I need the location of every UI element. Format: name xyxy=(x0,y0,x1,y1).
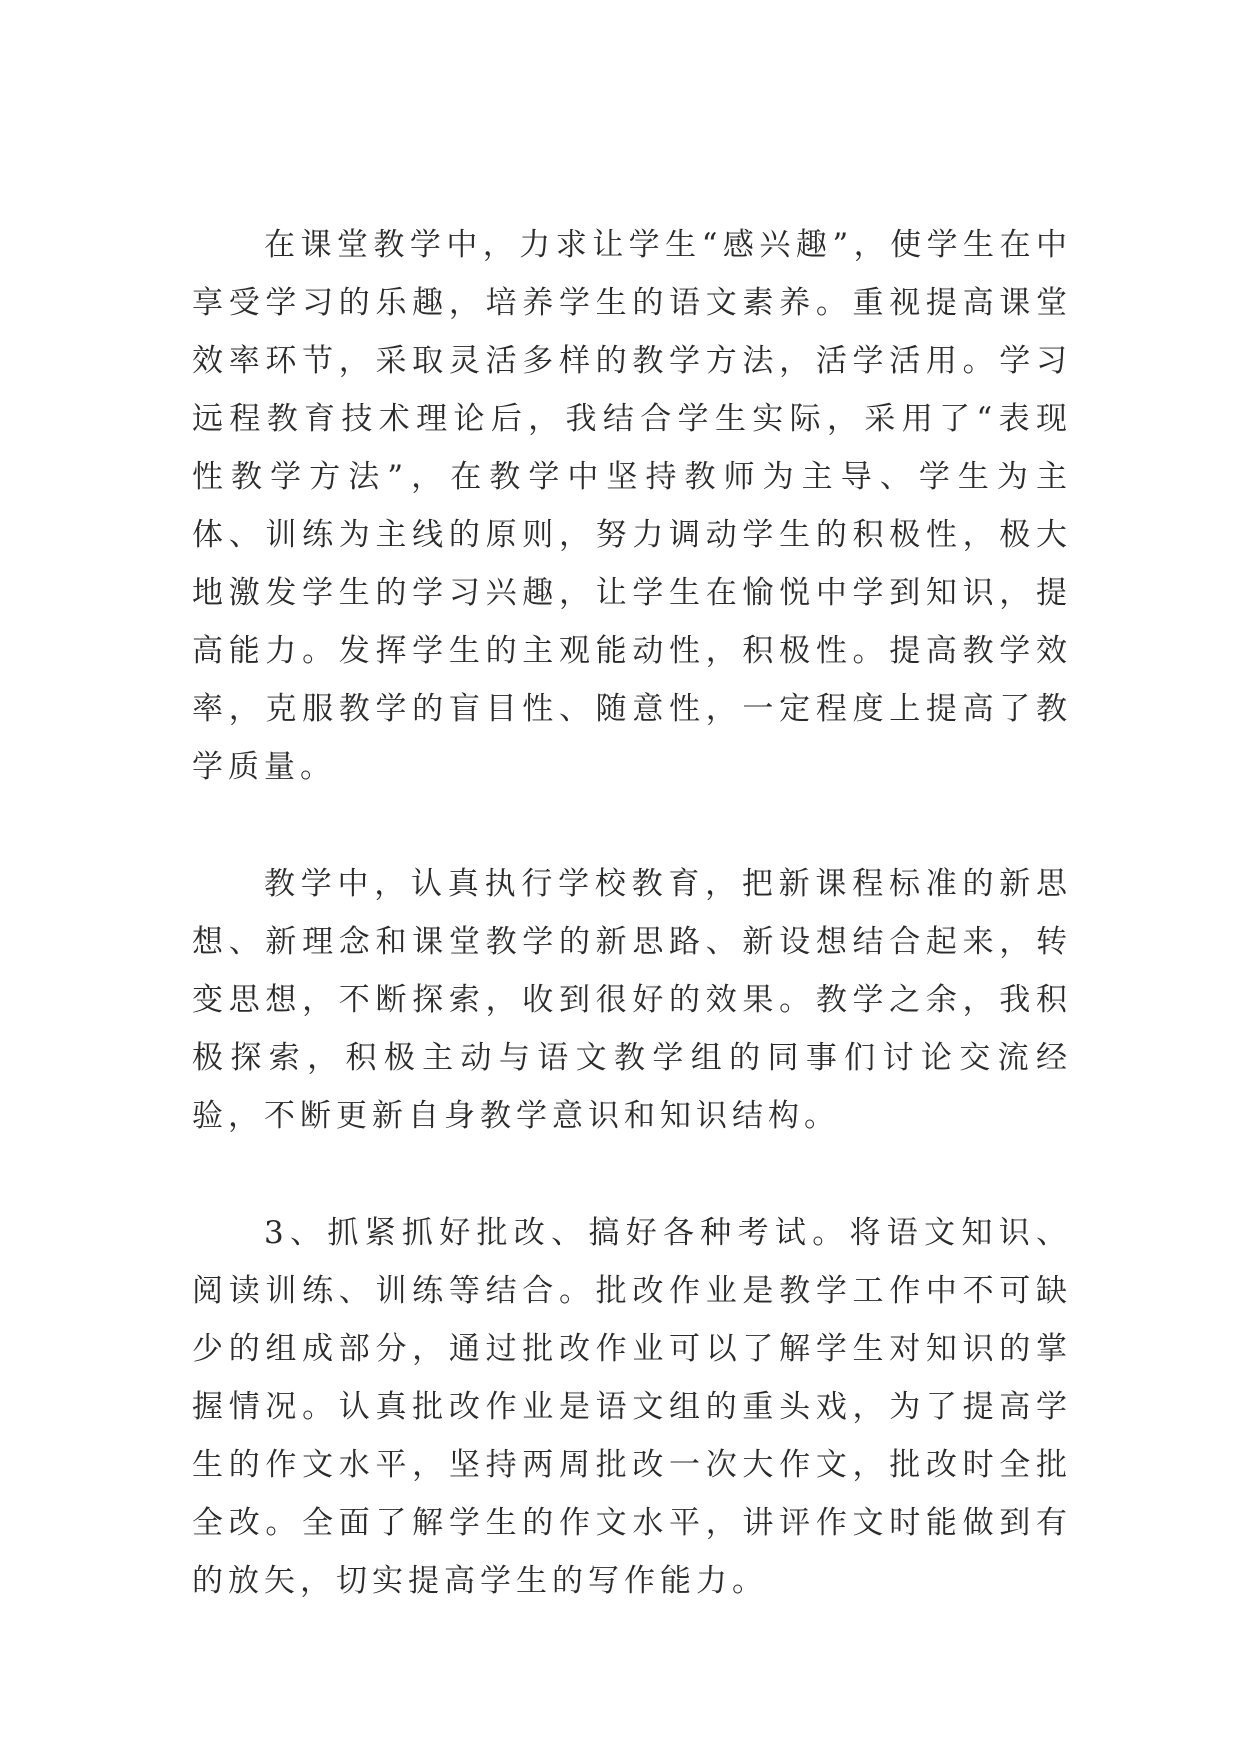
paragraph-curriculum-reform: 教学中，认真执行学校教育，把新课程标准的新思想、新理念和课堂教学的新思路、新设想结合起来，转变思想，不断探索，收到很好的效果。教学之余，我积极探索，积极主动与语文教学组的同事们讨论交流经验，不断更新自身教学意识和知识结构。 xyxy=(192,866,1072,1134)
paragraph-grading-exams: 3、抓紧抓好批改、搞好各种考试。将语文知识、阅读训练、训练等结合。批改作业是教学工作中不可缺少的组成部分，通过批改作业可以了解学生对知识的掌握情况。认真批改作业是语文组的重头戏，为了提高学生的作文水平，坚持两周批改一次大作文，批改时全批全改。全面了解学生的作文水平，讲评作文时能做到有的放矢，切实提高学生的写作能力。 xyxy=(192,1215,1072,1599)
paragraph-classroom-teaching: 在课堂教学中，力求让学生“感兴趣”，使学生在中享受学习的乐趣，培养学生的语文素养。重视提高课堂效率环节，采取灵活多样的教学方法，活学活用。学习远程教育技术理论后，我结合学生实际，采用了“表现性教学方法”，在教学中坚持教师为主导、学生为主体、训练为主线的原则，努力调动学生的积极性，极大地激发学生的学习兴趣，让学生在愉悦中学到知识，提高能力。发挥学生的主观能动性，积极性。提高教学效率，克服教学的盲目性、随意性，一定程度上提高了教学质量。 xyxy=(192,227,1072,785)
document-body xyxy=(192,216,1072,1610)
